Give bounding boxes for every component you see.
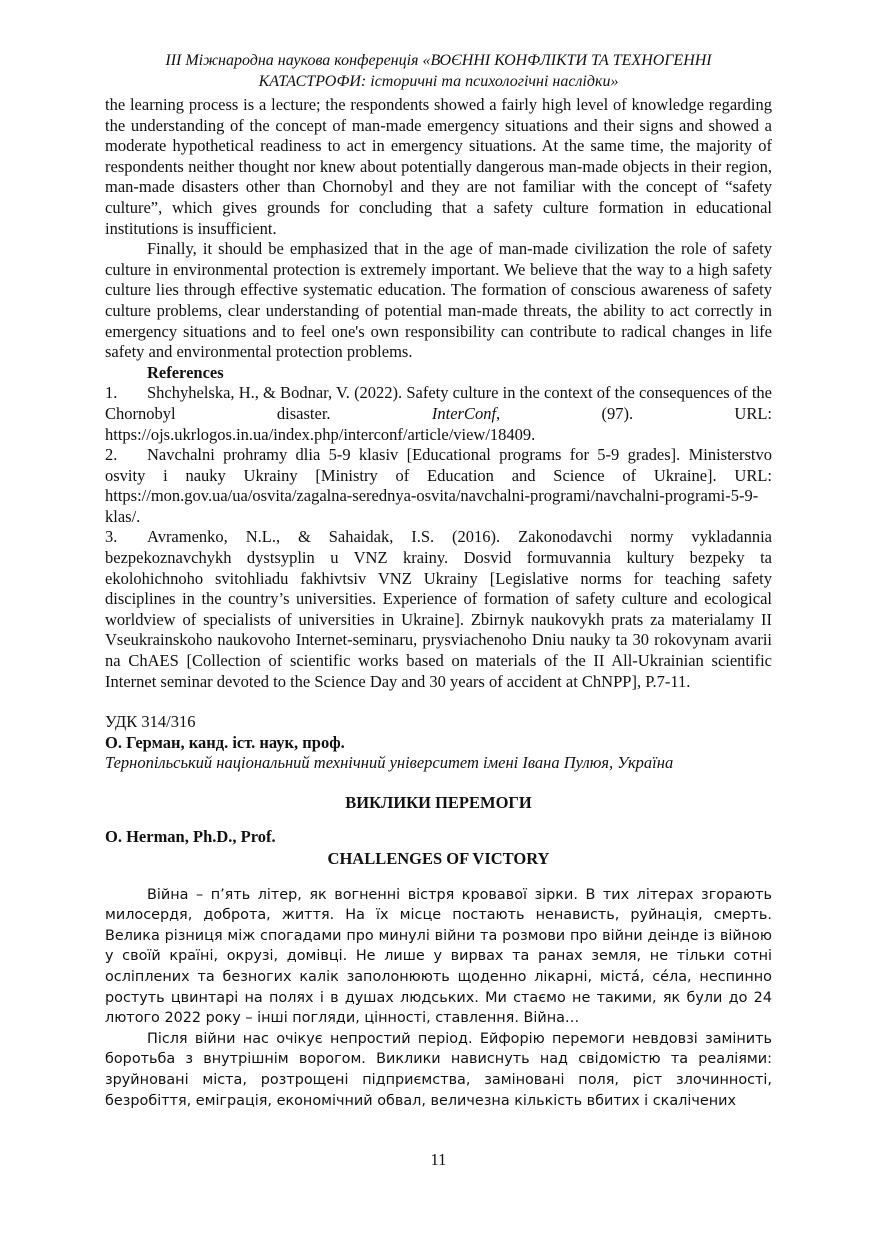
author-ua: О. Герман, канд. іст. наук, проф. (105, 732, 345, 752)
reference-item-2 (105, 445, 772, 527)
reference-text: Shchyhelska, H., & Bodnar, V. (2022). Safety culture in the context of the consequences of the Chornobyl disaster. (105, 383, 772, 423)
header-line-1: III Міжнародна наукова конференція «ВОЄННІ КОНФЛІКТИ ТА ТЕХНОГЕННІ (165, 52, 712, 69)
reference-number: 1. (105, 383, 118, 403)
article-paragraph-2: Після війни нас очікує непростий період. Ейфорію перемоги невдовзі замінить боротьба з внутрішнім ворогом. Виклики нависнуть над свідомістю та реаліями: зруйновані міста, розтрощені підприємства, заміновані поля, ріст злочинності, безробіття, еміграція, економічний обвал, величезна кількість вбитих і скалічених (105, 1030, 772, 1109)
reference-text: Navchalni prohramy dlia 5-9 klasiv [Educational programs for 5-9 grades]. Ministerstvo osvity i nauky Ukrainy [Ministry of Education and Science of Ukraine]. URL: https://mon.gov.ua/ua/osvita/zagalna-serednya-osvita/navchalni-programi/navchalni-programi-5-9-klas/. (105, 445, 772, 526)
body-paragraph-2: Finally, it should be emphasized that in the age of man-made civilization the role of safety culture in environmental protection is extremely important. We believe that the way to a high safety culture lies through effective systematic education. The formation of conscious awareness of safety culture problems, clear understanding of potential man-made threats, the ability to act correctly in emergency situations and to feel one's own responsibility can contribute to radical changes in life safety and environmental protection problems. (105, 239, 772, 362)
header-line-2: КАТАСТРОФИ: історичні та психологічні наслідки» (258, 73, 619, 90)
body-paragraph-1: the learning process is a lecture; the respondents showed a fairly high level of knowledge regarding the understanding of the concept of man-made emergency situations and their signs and showed a moderate hypothetical readiness to act in emergency situations. At the same time, the majority of respondents neither thought nor knew about potentially dangerous man-made objects in their region, man-made disasters other than Chornobyl and they are not familiar with the concept of “safety culture”, which gives grounds for concluding that a safety culture formation in educational institutions is insufficient. (105, 95, 772, 238)
reference-item-3 (105, 527, 772, 692)
reference-number: 3. (105, 527, 118, 547)
author-affiliation: Тернопільський національний технічний університет імені Івана Пулюя, Україна (105, 753, 674, 773)
running-header (105, 50, 772, 92)
article-paragraph-1: Війна – п’ять літер, як вогненні вістря кровавої зірки. В тих літерах згорають милосердя, доброта, життя. На їх місце постають ненависть, руйнація, смерть. Велика різниця між спогадами про минулі війни та розмови про війни деінде із війною у своїй країні, окрузі, домівці. Не лише у вирвах та ранах земля, не тільки сотні осліплених та безногих калік заполонюють щоденно лікарні, містá, сéла, неспинно ростуть цвинтарі на полях і в душах людських. Ми стаємо не такими, як були до 24 лютого 2022 року – інші погляди, цінності, ставлення. Війна… (105, 886, 772, 1027)
reference-text-tail: , (97). URL: https://ojs.ukrlogos.in.ua/index.php/interconf/article/view/18409. (105, 403, 773, 444)
reference-item-1 (105, 383, 772, 445)
page-content (105, 50, 772, 1111)
udk-code: УДК 314/316 (105, 712, 196, 732)
article-title-ua: ВИКЛИКИ ПЕРЕМОГИ (345, 793, 532, 812)
reference-number: 2. (105, 445, 118, 465)
reference-text: Avramenko, N.L., & Sahaidak, I.S. (2016). Zakonodavchi normy vykladannia bezpekoznavchykh dystsyplin u VNZ krainy. Dosvid formuvannia kultury bezpeky ta ekolohichnoho svitohliadu fakhivtsiv VNZ Ukrainy [Legislative norms for teaching safety disciplines in the country’s universities. Experience of formation of safety culture and ecological worldview of specialists of universities in Ukraine]. Zbirnyk naukovykh prats za materialamy II Vseukrainskoho naukovoho Internet-seminaru, prysviachenoho Dniu nauky ta 30 rokovynam avarii na ChAES [Collection of scientific works based on materials of the II All-Ukrainian scientific Internet seminar devoted to the Science Day and 30 years of accident at ChNPP], P.7-11. (105, 527, 772, 691)
reference-journal: InterConf (431, 403, 497, 423)
page-number: 11 (430, 1150, 447, 1169)
article-title-en: CHALLENGES OF VICTORY (327, 848, 550, 868)
author-en: O. Herman, Ph.D., Prof. (105, 827, 276, 846)
references-heading: References (147, 362, 224, 382)
